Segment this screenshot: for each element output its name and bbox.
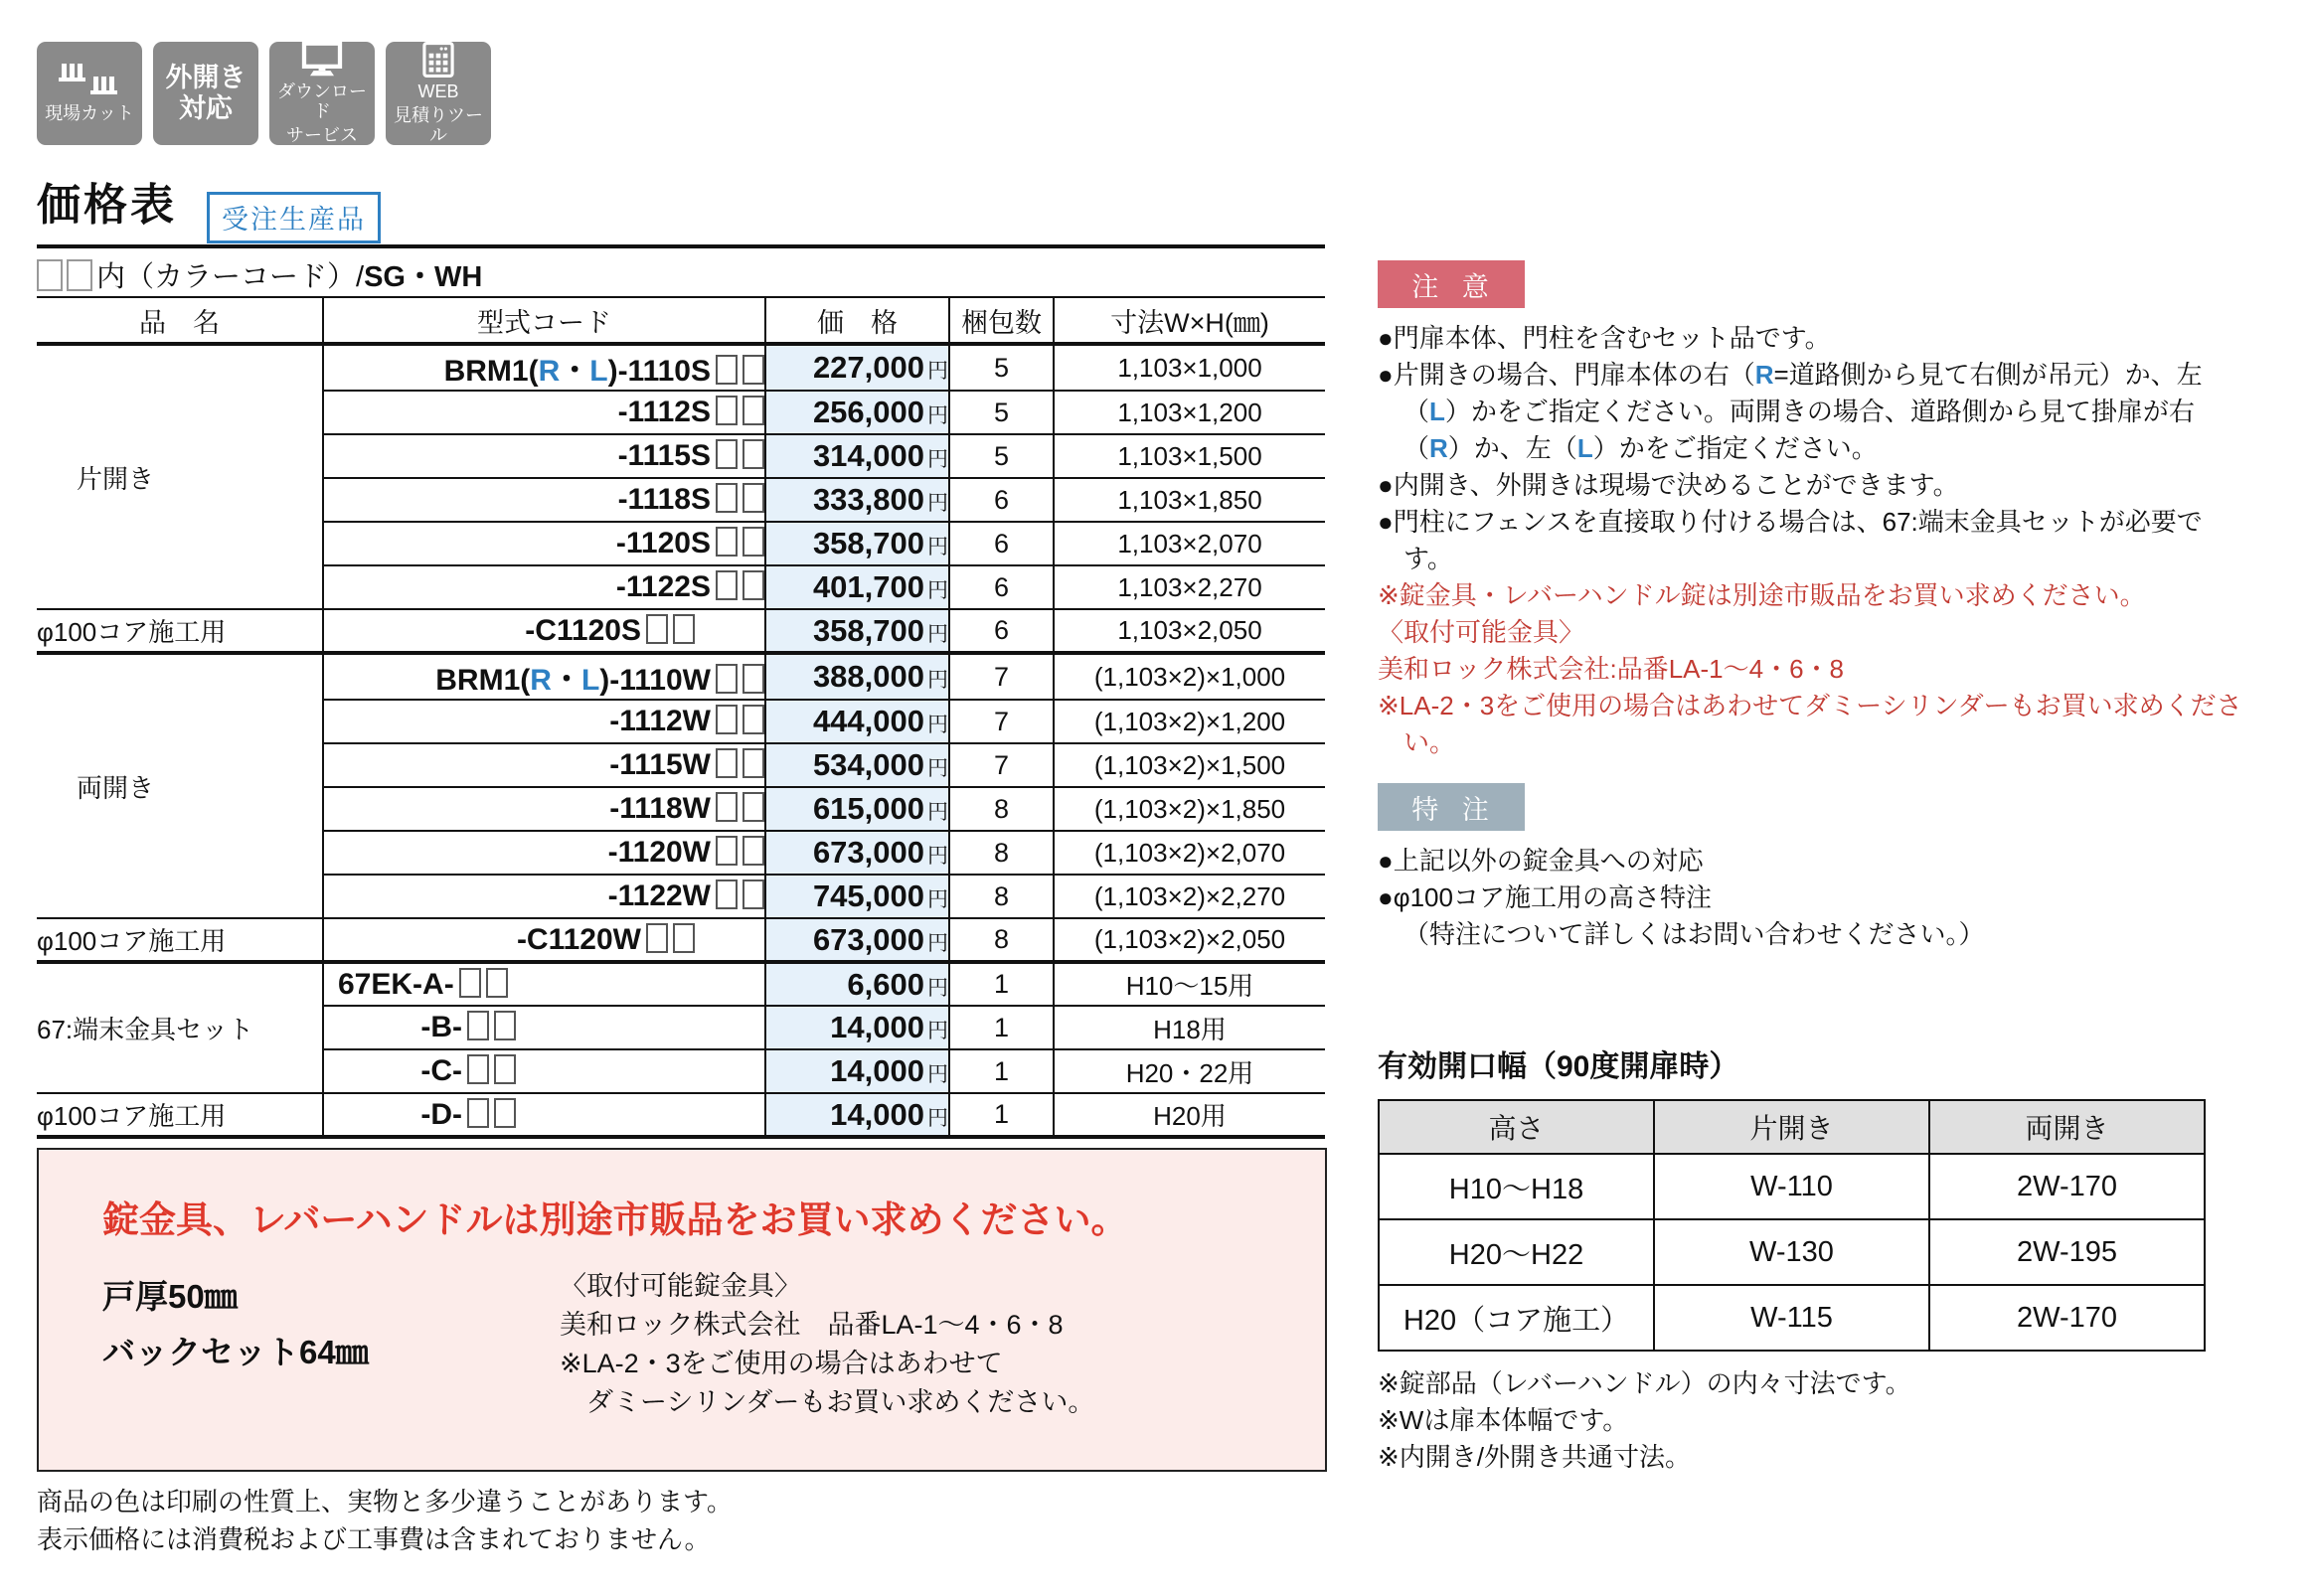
price-unit: 円 [927,1106,948,1130]
price-cell [765,565,949,609]
size-cell: 1,103×1,500 [1054,434,1325,478]
hinge-letter: R [1429,433,1448,463]
size-cell: (1,103×2)×1,000 [1054,653,1325,700]
opening-width-cell: 2W-195 [1929,1219,2205,1285]
price-value: 227,000 [812,350,924,385]
color-code-placeholder-box [716,355,738,385]
color-code-placeholder-box [742,396,764,425]
price-cell [765,1006,949,1049]
price-value: 615,000 [812,791,924,826]
price-unit: 円 [927,622,948,646]
hinge-left-letter: L [589,355,608,388]
opening-width-cell: H20（コア施工） [1379,1285,1654,1351]
size-cell: H10〜15用 [1054,962,1325,1006]
caution-item: ※錠金具・レバーハンドル錠は別途市販品をお買い求めください。 [1378,580,2146,610]
size-cell: (1,103×2)×1,500 [1054,743,1325,787]
hinge-letter: R [1754,360,1774,390]
price-table-row [37,609,1325,653]
price-table-header-row [37,297,1325,344]
pack-count-cell: 8 [949,918,1054,962]
opening-width-header-cell: 片開き [1654,1100,1929,1154]
pack-count-cell: 6 [949,478,1054,522]
title-divider [37,244,1325,248]
price-cell [765,609,949,653]
model-code-cell: -C1120S [323,609,765,653]
special-order-badge: 特 注 [1378,783,1525,831]
pack-count-cell: 7 [949,743,1054,787]
price-unit: 円 [927,360,948,383]
color-code-placeholder-box [467,1098,489,1128]
lock-detail-line: ※LA-2・3をご使用の場合はあわせて [560,1349,1003,1378]
product-name-cell: 67:端末金具セット [37,962,323,1093]
feature-badges [37,42,491,145]
model-code-cell: -1122W [323,875,765,918]
price-unit: 円 [927,888,948,911]
feature-badge-field-cut [37,42,142,145]
price-value: 333,800 [812,482,924,517]
product-name-cell: 両開き [37,653,323,918]
pack-count-cell: 5 [949,344,1054,391]
color-code-placeholder-box [494,1054,516,1084]
model-code-cell: -C1120W [323,918,765,962]
color-code-note-text: 内（カラーコード）/ [96,261,365,293]
feature-badge-label: サービス [286,125,358,145]
col-header-price: 価 格 [765,297,949,344]
price-value: 534,000 [812,747,924,782]
model-code-cell: -1112S [323,391,765,434]
opening-width-table [1378,1099,2206,1352]
color-code-placeholder-box [742,527,764,557]
opening-width-header-row [1379,1100,2205,1154]
opening-width-row [1379,1154,2205,1219]
pack-count-cell: 8 [949,831,1054,875]
price-unit: 円 [927,976,948,1000]
opening-width-cell: H10〜H18 [1379,1154,1654,1219]
price-cell [765,522,949,565]
hinge-letter: L [1429,397,1445,426]
model-code-cell: BRM1(R・L)-1110S [323,344,765,391]
color-code-placeholder-box [467,1011,489,1040]
product-name-cell: 片開き [37,344,323,609]
lock-detail-line: 美和ロック株式会社 品番LA-1〜4・6・8 [560,1310,1064,1340]
price-cell [765,743,949,787]
lock-hardware-box [37,1148,1327,1472]
pack-count-cell: 5 [949,434,1054,478]
pack-count-cell: 1 [949,962,1054,1006]
price-table-row [37,962,1325,1006]
size-cell: H20用 [1054,1093,1325,1137]
opening-width-row [1379,1285,2205,1351]
color-code-placeholder-box [646,923,668,953]
feature-badge-label: 外開き [165,63,247,92]
price-unit: 円 [927,669,948,692]
opening-width-note: ※内開き/外開き共通寸法。 [1378,1442,1692,1472]
caution-item: ●片開きの場合、門扉本体の右（R=道路側から見て右側が吊元）か、左（L）かをご指定ください。両開きの場合、道路側から見て掛扉が右（R）か、左（L）かをご指定ください。 [1378,360,2203,463]
color-code-placeholder-box [716,570,738,600]
notice-column [1378,260,2244,953]
footer-note: 表示価格には消費税および工事費は含まれておりません。 [37,1524,711,1554]
opening-width-cell: W-130 [1654,1219,1929,1285]
pack-count-cell: 7 [949,653,1054,700]
hinge-left-letter: L [580,664,600,697]
size-cell: 1,103×2,270 [1054,565,1325,609]
page-title: 価格表 [37,181,177,230]
price-cell [765,918,949,962]
price-table-row [37,918,1325,962]
pack-count-cell: 6 [949,522,1054,565]
size-cell: 1,103×2,050 [1054,609,1325,653]
color-code-placeholder-box [742,483,764,513]
price-unit: 円 [927,801,948,824]
col-header-product-name: 品 名 [37,297,323,344]
color-code-placeholder-box [716,439,738,469]
pack-count-cell: 8 [949,875,1054,918]
price-cell [765,1049,949,1093]
caution-item: ●門扉本体、門柱を含むセット品です。 [1378,323,1831,353]
caution-badge: 注 意 [1378,260,1525,308]
price-unit: 円 [927,845,948,868]
size-cell: 1,103×1,850 [1054,478,1325,522]
price-cell [765,434,949,478]
price-cell [765,831,949,875]
opening-width-cell: H20〜H22 [1379,1219,1654,1285]
feature-badge-label: WEB [417,81,459,101]
color-code-placeholder-box [494,1098,516,1128]
color-code-placeholder-box [467,1054,489,1084]
lock-detail-line: ダミーシリンダーもお買い求めください。 [560,1387,1095,1417]
price-cell [765,700,949,743]
color-code-placeholder-box [742,664,764,694]
model-code-cell: -D- [323,1093,765,1137]
opening-width-cell: W-115 [1654,1285,1929,1351]
price-cell [765,1093,949,1137]
lock-hardware-title: 錠金具、レバーハンドルは別途市販品をお買い求めください。 [102,1199,1128,1240]
price-value: 358,700 [812,612,924,648]
color-code-placeholder-box [742,836,764,866]
color-code-placeholder-box [716,792,738,822]
size-cell: (1,103×2)×2,270 [1054,875,1325,918]
color-code-placeholder-box [716,664,738,694]
size-cell: 1,103×1,000 [1054,344,1325,391]
price-table-row [37,1093,1325,1137]
price-unit: 円 [927,714,948,736]
size-cell: (1,103×2)×2,070 [1054,831,1325,875]
model-code-cell: -1120W [323,831,765,875]
caution-item: ●門柱にフェンスを直接取り付ける場合は、67:端末金具セットが必要です。 [1378,507,2203,573]
caution-item: ●内開き、外開きは現場で決めることができます。 [1378,470,1959,500]
price-value: 673,000 [812,921,924,957]
feature-badge-outward-opening [153,42,258,145]
col-header-size: 寸法W×H(㎜) [1054,297,1325,344]
color-code-placeholder-box [742,570,764,600]
caution-list [1378,320,2244,761]
color-code-placeholder-box [742,748,764,778]
model-code-cell: -1112W [323,700,765,743]
size-cell: 1,103×1,200 [1054,391,1325,434]
opening-width-cell: 2W-170 [1929,1154,2205,1219]
fence-cut-icon [59,64,120,99]
price-cell [765,787,949,831]
opening-width-cell: W-110 [1654,1154,1929,1219]
price-value: 6,600 [847,966,924,1002]
color-code-placeholder-box [716,836,738,866]
model-code-cell: -1120S [323,522,765,565]
price-unit: 円 [927,579,948,602]
price-unit: 円 [927,492,948,515]
price-cell [765,391,949,434]
door-spec-line: バックセット64㎜ [102,1334,369,1370]
pack-count-cell: 1 [949,1093,1054,1137]
price-value: 358,700 [812,526,924,560]
caution-item: ※LA-2・3をご使用の場合はあわせてダミーシリンダーもお買い求めください。 [1378,691,2242,757]
door-spec-line: 戸厚50㎜ [102,1278,238,1315]
color-code-placeholder-box [742,355,764,385]
opening-width-section [1378,1041,2213,1476]
opening-width-header-cell: 両開き [1929,1100,2205,1154]
door-spec-lines [102,1269,536,1422]
color-code-placeholder-box [67,259,92,291]
pack-count-cell: 8 [949,787,1054,831]
model-code-cell: -1118W [323,787,765,831]
model-code-cell: BRM1(R・L)-1110W [323,653,765,700]
color-code-placeholder-box [742,879,764,909]
special-order-item: ●φ100コア施工用の高さ特注 [1378,882,1712,912]
opening-width-cell: 2W-170 [1929,1285,2205,1351]
price-unit: 円 [927,757,948,780]
price-value: 444,000 [812,704,924,738]
price-unit: 円 [927,448,948,471]
color-code-placeholder-box [742,439,764,469]
caution-item: 〈取付可能金具〉 [1378,617,1585,647]
opening-width-row [1379,1219,2205,1285]
size-cell: (1,103×2)×1,200 [1054,700,1325,743]
model-code-cell: -1115S [323,434,765,478]
price-cell [765,344,949,391]
color-code-placeholder-box [716,527,738,557]
feature-badge-label: 見積りツール [394,105,483,145]
price-cell [765,478,949,522]
price-table-row [37,653,1325,700]
color-code-placeholder-box [716,483,738,513]
footer-notes [37,1483,733,1558]
product-name-cell: φ100コア施工用 [37,918,323,962]
model-code-cell: -B- [323,1006,765,1049]
price-value: 745,000 [812,878,924,913]
feature-badge-web-estimate [386,42,491,145]
special-order-list [1378,843,2244,953]
price-value: 388,000 [812,659,924,694]
monitor-icon [292,42,352,78]
color-code-value: SG・WH [364,261,483,293]
feature-badge-label: 現場カット [45,103,134,123]
special-order-item: ●上記以外の錠金具への対応 [1378,846,1704,876]
model-code-cell: -1118S [323,478,765,522]
hinge-letter: L [1576,433,1593,463]
price-value: 256,000 [812,395,924,429]
color-code-placeholder-box [494,1011,516,1040]
model-code-cell: -C- [323,1049,765,1093]
pack-count-cell: 7 [949,700,1054,743]
model-code-cell: -1122S [323,565,765,609]
footer-note: 商品の色は印刷の性質上、実物と多少違うことがあります。 [37,1487,733,1516]
price-cell [765,962,949,1006]
pack-count-cell: 6 [949,565,1054,609]
pack-count-cell: 1 [949,1049,1054,1093]
price-value: 14,000 [830,1010,924,1044]
opening-width-notes [1378,1365,2213,1476]
color-code-placeholder-box [673,923,695,953]
color-code-placeholder-box [716,748,738,778]
pack-count-cell: 5 [949,391,1054,434]
color-code-placeholder-box [716,705,738,734]
lock-hardware-columns [102,1269,1325,1422]
feature-badge-label: ダウンロード [277,81,367,121]
lock-detail-lines [560,1267,1094,1422]
opening-width-note: ※錠部品（レバーハンドル）の内々寸法です。 [1378,1368,1911,1398]
lock-detail-line: 〈取付可能錠金具〉 [560,1271,801,1301]
price-value: 673,000 [812,835,924,870]
price-cell [765,875,949,918]
product-name-cell: φ100コア施工用 [37,1093,323,1137]
price-value: 314,000 [812,438,924,473]
price-unit: 円 [927,1020,948,1042]
color-code-placeholder-box [742,792,764,822]
color-code-placeholder-box [646,614,668,644]
color-code-placeholder-box [716,879,738,909]
size-cell: H18用 [1054,1006,1325,1049]
feature-badge-label: 対応 [179,93,233,123]
size-cell: H20・22用 [1054,1049,1325,1093]
color-code-placeholder-box [673,614,695,644]
price-unit: 円 [927,931,948,955]
color-code-placeholder-box [459,968,481,998]
color-code-placeholder-box [742,705,764,734]
opening-width-note: ※Wは扉本体幅です。 [1378,1405,1629,1435]
calculator-icon [418,42,458,78]
model-code-cell: -1115W [323,743,765,787]
opening-width-title: 有効開口幅（90度開扉時） [1378,1050,1739,1083]
col-header-model-code: 型式コード [323,297,765,344]
price-value: 14,000 [830,1096,924,1132]
size-cell: 1,103×2,070 [1054,522,1325,565]
size-cell: (1,103×2)×1,850 [1054,787,1325,831]
model-code-cell: 67EK-A- [323,962,765,1006]
feature-badge-download-service [269,42,375,145]
hinge-right-letter: R [530,664,552,697]
price-table-row [37,344,1325,391]
col-header-pack-count: 梱包数 [949,297,1054,344]
color-code-placeholder-box [37,259,63,291]
price-value: 14,000 [830,1053,924,1088]
pack-count-cell: 6 [949,609,1054,653]
price-unit: 円 [927,1063,948,1086]
price-unit: 円 [927,536,948,559]
price-table [37,296,1325,1139]
color-code-placeholder-box [486,968,508,998]
price-unit: 円 [927,404,948,427]
color-code-note [37,254,482,295]
size-cell: (1,103×2)×2,050 [1054,918,1325,962]
price-cell [765,653,949,700]
made-to-order-badge: 受注生産品 [207,192,381,243]
color-code-placeholder-box [716,396,738,425]
hinge-right-letter: R [538,355,561,388]
caution-item: 美和ロック株式会社:品番LA-1〜4・6・8 [1378,654,1845,684]
price-value: 401,700 [812,569,924,604]
product-name-cell: φ100コア施工用 [37,609,323,653]
pack-count-cell: 1 [949,1006,1054,1049]
opening-width-header-cell: 高さ [1379,1100,1654,1154]
special-order-item: （特注について詳しくはお問い合わせください。） [1403,919,1985,949]
